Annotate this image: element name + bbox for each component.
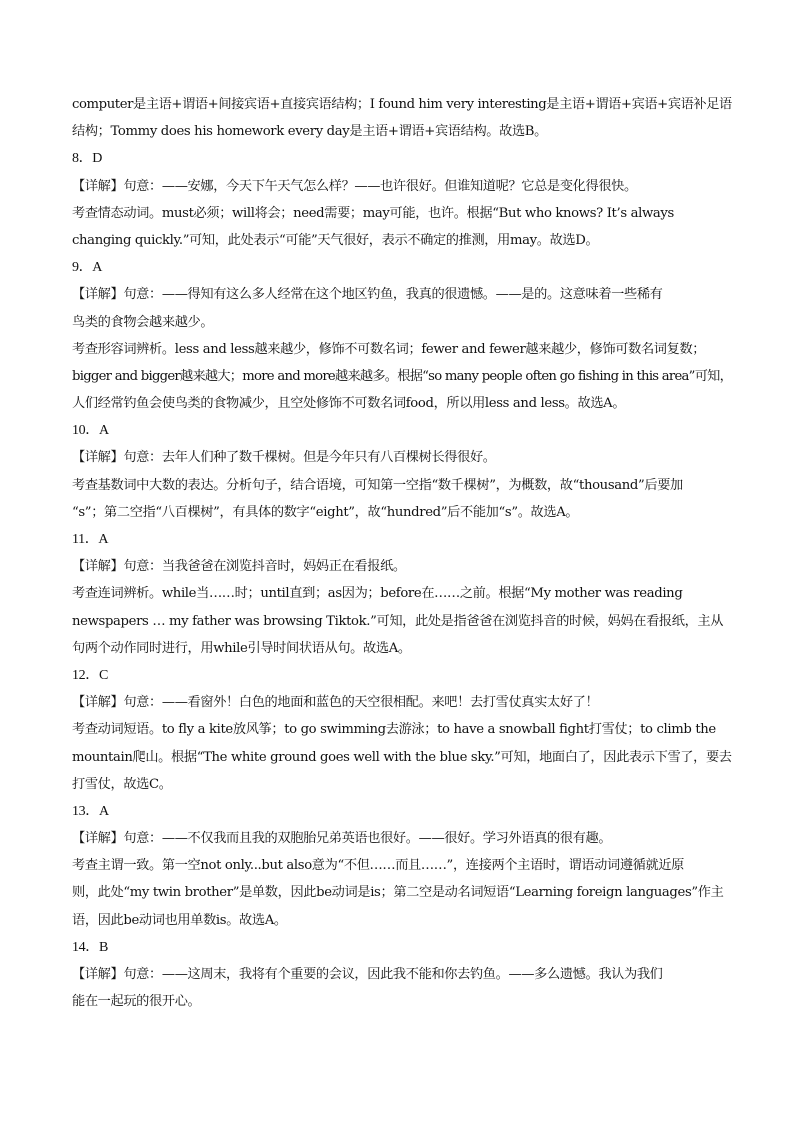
text-line: computer是主语+谓语+间接宾语+直接宾语结构；I found him very interesting是主语+谓语+宾语+宾语补足语 [72,97,732,112]
text-line: 句两个动作同时进行，用while引导时间状语从句。故选A。 [72,640,411,656]
text-line: 【详解】句意：——看窗外！白色的地面和蓝色的天空很相配。来吧！去打雪仗真实太好了！ [72,695,599,711]
text-line: bigger and bigger越来越大；more and more越来越多。根据“so many people often go fishing in this area”可知， [72,368,733,384]
question-number: 12．C [72,667,108,683]
text-line: mountain爬山。根据“The white ground goes well with the blue sky.”可知，地面白了，因此表示下雪了，要去 [72,749,732,765]
text-line: 【详解】句意：——不仅我而且我的双胞胎兄弟英语也很好。——很好。学习外语真的很有趣。 [72,831,612,847]
question-number: 11．A [72,532,109,547]
text-line: 【详解】句意：去年人们种了数千棵树。但是今年只有八百棵树长得很好。 [72,450,496,466]
text-line: 打雪仗，故选C。 [72,776,172,792]
question-number: 10．A [72,423,109,439]
text-line: 考查形容词辨析。less and less越来越少，修饰不可数名词；fewer and fewer越来越少，修饰可数名词复数； [72,341,706,357]
text-line: 【详解】句意：——安娜，今天下午天气怎么样？——也许很好。但谁知道呢？它总是变化得很快。 [72,178,637,194]
question-number: 14．B [72,939,108,955]
text-line: 【详解】句意：当我爸爸在浏览抖音时，妈妈正在看报纸。 [72,559,406,575]
text-line: 人们经常钓鱼会使鸟类的食物减少，且空处修饰不可数名词food，所以用less and less。故选A。 [72,396,626,412]
text-line: 【详解】句意：——得知有这么多人经常在这个地区钓鱼，我真的很遗憾。——是的。这意味着一些稀有 [72,287,663,303]
text-line: 考查连词辨析。while当……时；until直到；as因为；before在……之前。根据“My mother was reading [72,586,683,602]
text-line: 考查基数词中大数的表达。分析句子，结合语境，可知第一空指“数千棵树”，为概数，故“thousand”后要加 [72,477,683,493]
text-line: 考查情态动词。must必须；will将会；need需要；may可能，也许。根据“But who knows? It’s always [72,205,674,221]
question-number: 8．D [72,151,103,167]
text-line: 则，此处“my twin brother”是单数，因此be动词是is；第二空是动名词短语“Learning foreign languages”作主 [72,885,724,901]
text-line: “s”；第二空指“八百棵树”，有具体的数字“eight”，故“hundred”后不能加“s”。故选A。 [72,504,579,520]
text-line: changing quickly.”可知，此处表示“可能”天气很好，表示不确定的推测，用may。故选D。 [72,232,599,248]
text-line: 结构；Tommy does his homework every day是主语+谓语+宾语结构。故选B。 [72,124,547,140]
text-line: 鸟类的食物会越来越少。 [72,314,214,330]
text-line: 语，因此be动词也用单数is。故选A。 [72,912,287,928]
text-line: 【详解】句意：——这周末，我将有个重要的会议，因此我不能和你去钓鱼。——多么遗憾。我认为我们 [72,967,663,982]
text-line: newspapers … my father was browsing Tiktok.”可知，此处是指爸爸在浏览抖音的时候，妈妈在看报纸，主从 [72,613,724,629]
text-line: 考查主谓一致。第一空not only...but also意为“不但……而且……”，连接两个主语时，谓语动词遵循就近原 [72,858,685,874]
text-line: 能在一起玩的很开心。 [72,994,201,1010]
question-number: 13．A [72,803,109,819]
question-number: 9．A [72,260,103,276]
answer-explanations [72,91,732,1015]
text-line: 考查动词短语。to fly a kite放风筝；to go swimming去游泳；to have a snowball fight打雪仗；to climb the [72,722,716,738]
